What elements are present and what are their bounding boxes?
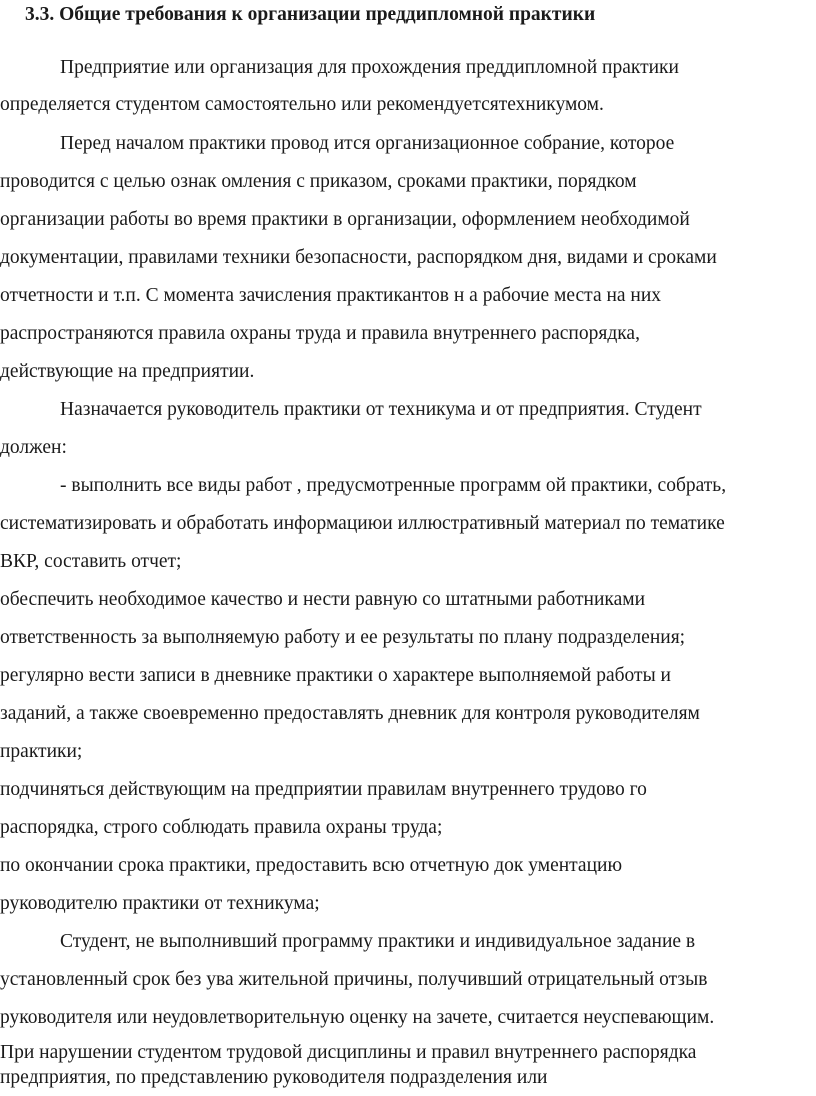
text-line: систематизировать и обработать информациюи иллюстративный материал по тематике — [0, 513, 725, 534]
text-line: ВКР, составить отчет; — [0, 551, 182, 572]
section-heading: 3.3. Общие требования к организации преддипломной практики — [25, 4, 596, 25]
text-line: организации работы во время практики в организации, оформлением необходимой — [0, 209, 690, 230]
text-line: действующие на предприятии. — [0, 361, 255, 382]
text-line: руководителя или неудовлетворительную оценку на зачете, считается неуспевающим. — [0, 1007, 715, 1028]
text-line: проводится с целью ознак омления с приказом, сроками практики, порядком — [0, 171, 637, 192]
text-line: документации, правилами техники безопасности, распорядком дня, видами и сроками — [0, 247, 717, 268]
text-line: по окончании срока практики, предоставить всю отчетную док ументацию — [0, 855, 623, 876]
text-line: регулярно вести записи в дневнике практики о характере выполняемой работы и — [0, 665, 671, 686]
text-line: определяется студентом самостоятельно или рекомендуетсятехникумом. — [0, 94, 604, 115]
text-line: Назначается руководитель практики от техникума и от предприятия. Студент — [60, 399, 702, 420]
text-line: руководителю практики от техникума; — [0, 893, 320, 914]
text-line: должен: — [0, 437, 67, 458]
text-line: распространяются правила охраны труда и правила внутреннего распорядка, — [0, 323, 640, 344]
text-line: отчетности и т.п. С момента зачисления практикантов н а рабочие места на них — [0, 285, 662, 306]
text-line: практики; — [0, 741, 83, 762]
text-line: обеспечить необходимое качество и нести равную со штатными работниками — [0, 589, 646, 610]
text-line: подчиняться действующим на предприятии правилам внутреннего трудово го — [0, 779, 647, 800]
text-line: установленный срок без ува жительной причины, получивший отрицательный отзыв — [0, 969, 708, 990]
text-line: Студент, не выполнивший программу практики и индивидуальное задание в — [60, 931, 696, 952]
text-line: заданий, а также своевременно предоставлять дневник для контроля руководителям — [0, 703, 700, 724]
text-line: распорядка, строго соблюдать правила охраны труда; — [0, 817, 443, 838]
text-line: Предприятие или организация для прохождения преддипломной практики — [60, 57, 679, 78]
text-line: ответственность за выполняемую работу и ее результаты по плану подразделения; — [0, 627, 686, 648]
text-line: предприятия, по представлению руководителя подразделения или — [0, 1067, 548, 1088]
text-line: - выполнить все виды работ , предусмотренные программ ой практики, собрать, — [60, 475, 727, 496]
text-line: При нарушении студентом трудовой дисциплины и правил внутреннего распорядка — [0, 1042, 697, 1063]
text-line: Перед началом практики провод ится организационное собрание, которое — [60, 133, 675, 154]
